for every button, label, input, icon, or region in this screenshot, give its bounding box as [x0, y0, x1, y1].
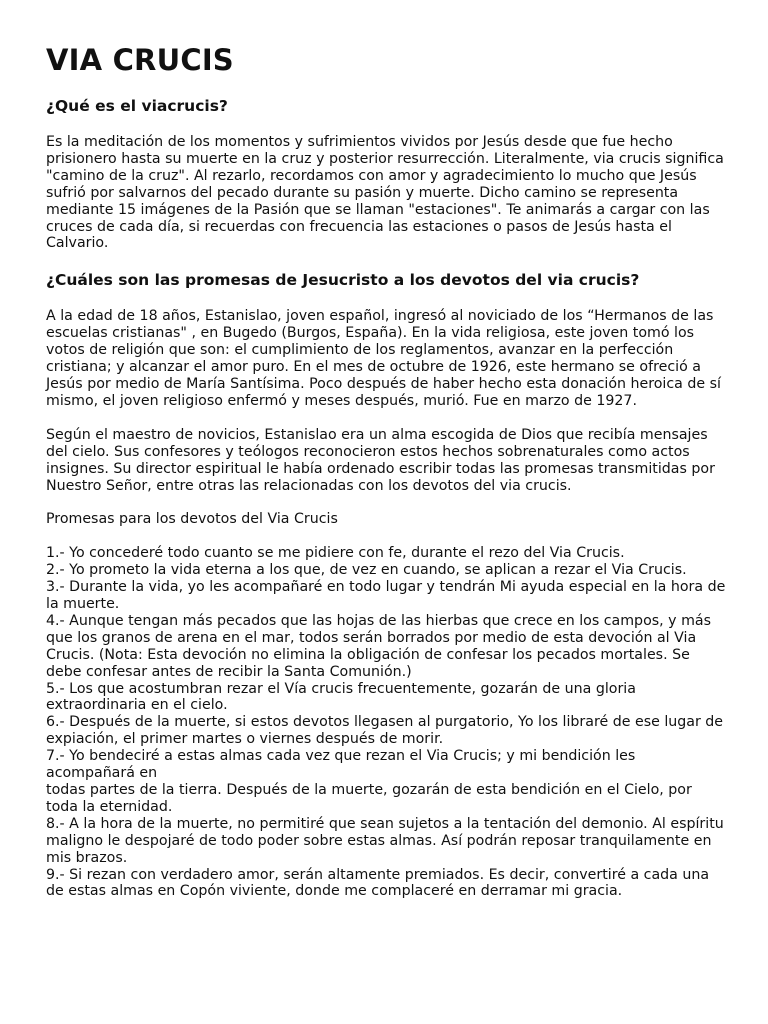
list-item: 1.- Yo concederé todo cuanto se me pidiere con fe, durante el rezo del Via Crucis. — [46, 545, 625, 562]
list-item: 5.- Los que acostumbran rezar el Vía crucis frecuentemente, gozarán de una gloria extraordinaria en el cielo. — [46, 680, 636, 714]
section-heading-promises: ¿Cuáles son las promesas de Jesucristo a los devotos del via crucis? — [46, 271, 640, 290]
paragraph-history: A la edad de 18 años, Estanislao, joven español, ingresó al noviciado de los “Hermanos de las escuelas cristianas" , en Bugedo (Burgos, España). En la vida religiosa, este joven tomó los votos de religión que son: el cumplimiento de los reglamentos, avanzar en la perfección cristiana; y alcanzar el amor puro. En el mes de octubre de 1926, este hermano se ofreció a Jesús por medio de María Santísima. Poco después de haber hecho esta donación heroica de sí mismo, el joven religioso enfermó y meses después, murió. Fue en marzo de 1927. — [46, 308, 721, 409]
list-item: 8.- A la hora de la muerte, no permitiré que sean sujetos a la tentación del demonio. Al espíritu maligno le despojaré de todo poder sobre estas almas. Así podrán reposar tranquilamente en mis brazos. — [46, 815, 724, 866]
list-item: 4.- Aunque tengan más pecados que las hojas de las hierbas que crece en los campos, y más que los granos de arena en el mar, todos serán borrados por medio de esta devoción al Via Crucis. (Nota: Esta devoción no elimina la obligación de confesar los pecados mortales. Se debe confesar antes de recibir la Santa Comunión.) — [46, 612, 711, 680]
list-item: 2.- Yo prometo la vida eterna a los que, de vez en cuando, se aplican a rezar el Via Crucis. — [46, 562, 687, 579]
list-item: 7.- Yo bendeciré a estas almas cada vez que rezan el Via Crucis; y mi bendición les acompañará en — [46, 748, 636, 782]
paragraph-novice-master: Según el maestro de novicios, Estanislao era un alma escogida de Dios que recibía mensajes del cielo. Sus confesores y teólogos reconocieron estos hechos sobrenaturales como actos insignes. Su director espiritual le había ordenado escribir todas las promesas transmitidas por Nuestro Señor, entre otras las relacionadas con los devotos del via crucis. — [46, 426, 715, 494]
paragraph-definition: Es la meditación de los momentos y sufrimientos vividos por Jesús desde que fue hecho prisionero hasta su muerte en la cruz y posterior resurrección. Literalmente, via crucis significa "camino de la cruz". Al rezarlo, recordamos con amor y agradecimiento lo mucho que Jesús sufrió por salvarnos del pecado durante su pasión y muerte. Dicho camino se representa mediante 15 imágenes de la Pasión que se llaman "estaciones". Te animarás a cargar con las cruces de cada día, si recuerdas con frecuencia las estaciones o pasos de Jesús hasta el Calvario. — [46, 134, 724, 252]
list-item: 9.- Si rezan con verdadero amor, serán altamente premiados. Es decir, convertiré a cada una de estas almas en Copón viviente, donde me complaceré en derramar mi gracia. — [46, 866, 710, 900]
document-page — [46, 42, 726, 900]
list-item: 3.- Durante la vida, yo les acompañaré en todo lugar y tendrán Mi ayuda especial en la hora de la muerte. — [46, 579, 726, 613]
promises-list — [46, 545, 726, 900]
page-title: VIA CRUCIS — [46, 43, 234, 77]
list-item: todas partes de la tierra. Después de la muerte, gozarán de esta bendición en el Cielo, por toda la eternidad. — [46, 782, 692, 815]
promises-intro: Promesas para los devotos del Via Crucis — [46, 511, 338, 528]
section-heading-what-is: ¿Qué es el viacrucis? — [46, 97, 228, 115]
list-item: 6.- Después de la muerte, si estos devotos llegasen al purgatorio, Yo los libraré de ese lugar de expiación, el primer martes o viernes después de morir. — [46, 714, 724, 748]
